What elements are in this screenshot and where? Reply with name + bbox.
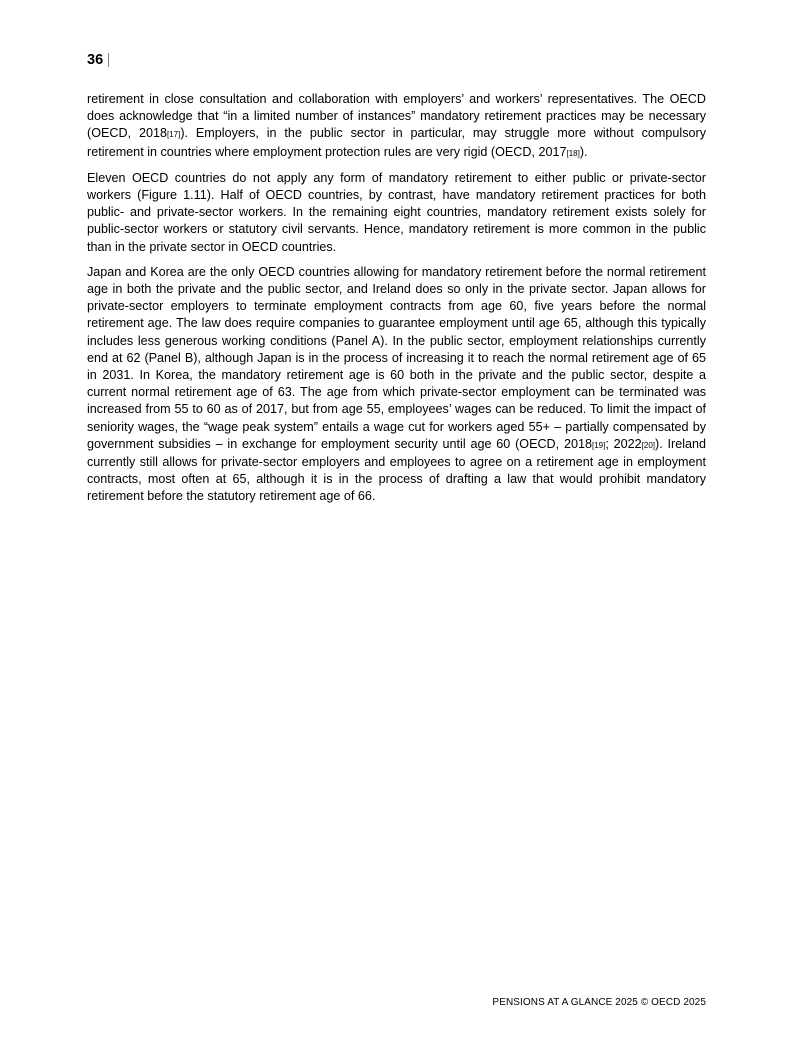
page-header — [87, 52, 109, 68]
reference-link-18[interactable]: [18] — [566, 148, 580, 158]
reference-link-20[interactable]: [20] — [641, 440, 655, 450]
paragraph-text: ; 2022 — [605, 436, 642, 451]
reference-link-17[interactable]: [17] — [166, 130, 181, 140]
paragraph-oecd-countries-overview: Eleven OECD countries do not apply any form of mandatory retirement to either public or private-sector workers (Figure 1.11). Half of OECD countries, by contrast, have mandatory retirement practices for both public- and private-sector workers. In the remaining eight countries, mandatory retirement exists solely for public-sector workers or statutory civil servants. Hence, mandatory retirement is more common in the public than in the private sector in OECD countries. — [87, 170, 706, 254]
paragraph-text: ). — [579, 144, 588, 159]
paragraph-text: Japan and Korea are the only OECD countries allowing for mandatory retirement before the normal retirement age in both the private and the public sector, and Ireland does so only in the private sector. Japan allows for private-sector employers to terminate employment contracts from age 60, five years before the normal retirement age. The law does require companies to guarantee employment until age 65, although this typically includes less generous working conditions (Panel A). In the public sector, employment relationships currently end at 62 (Panel B), although Japan is in the process of increasing it to reach the normal retirement age of 65 in 2031. In Korea, the mandatory retirement age is 60 both in the private and the public sector, despite a current normal retirement age of 63. The age from which private-sector employment can be terminated was increased from 55 to 60 as of 2017, but from age 55, employees’ wages can be reduced. To limit the impact of seniority wages, the “wage peak system” entails a wage cut for workers aged 55+ – partially compensated by government subsidies – in exchange for employment security until age 60 (OECD, 2018 — [87, 264, 706, 451]
paragraph-text: retirement in close consultation and collaboration with employers’ and workers’ representatives. The OECD does acknowledge that “in a limited number of instances” mandatory retirement practices may be necessary (OECD, 2018 — [87, 92, 706, 141]
page-footer: PENSIONS AT A GLANCE 2025 © OECD 2025 — [492, 997, 706, 1008]
paragraph-text: ). Employers, in the public sector in particular, may struggle more without compulsory retirement in countries where employment protection rules are very rigid (OECD, 2017 — [87, 126, 706, 159]
paragraph-japan-korea-ireland — [87, 264, 706, 506]
paragraph-mandatory-retirement-consultation — [87, 91, 706, 162]
page-number: 36 — [87, 52, 104, 68]
paragraph-text: ). Ireland currently still allows for private-sector employers and employees to agree on a retirement age in employment contracts, most often at 65, although it is in the process of drafting a law that would prohibit mandatory retirement before the statutory retirement age of 66. — [87, 436, 707, 504]
body-text — [87, 91, 706, 514]
header-divider — [108, 53, 109, 67]
reference-link-19[interactable]: [19] — [591, 440, 606, 450]
